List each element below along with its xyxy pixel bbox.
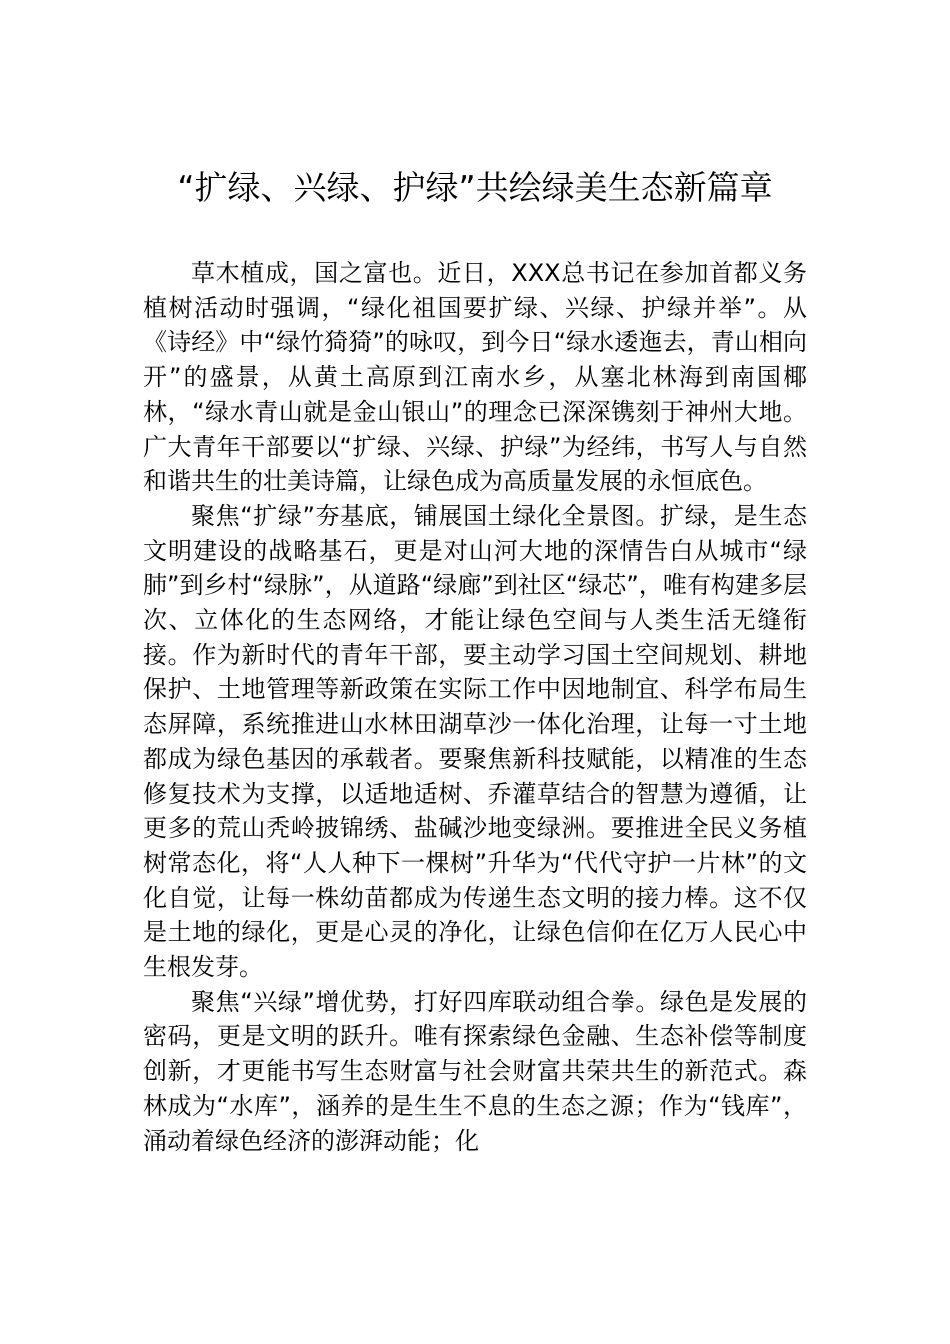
document-title: “扩绿、兴绿、护绿”共绘绿美生态新篇章 — [177, 168, 773, 207]
paragraph-expand-green: 聚焦“扩绿”夯基底，铺展国土绿化全景图。扩绿，是生态文明建设的战略基石，更是对山河大地的深情告白从城市“绿肺”到乡村“绿脉”，从道路“绿廊”到社区“绿芯”，唯有构建多层次、立体化的生态网络，才能让绿色空间与人类生活无缝衔接。作为新时代的青年干部，要主动学习国土空间规划、耕地保护、土地管理等新政策在实际工作中因地制宜、科学布局生态屏障，系统推进山水林田湖草沙一体化治理，让每一寸土地都成为绿色基因的承载者。要聚焦新科技赋能，以精准的生态修复技术为支撑，以适地适树、乔灌草结合的智慧为遵循，让更多的荒山秃岭披锦绣、盐碱沙地变绿洲。要推进全民义务植树常态化，将“人人种下一棵树”升华为“代代守护一片林”的文化自觉，让每一株幼苗都成为传递生态文明的接力棒。这不仅是土地的绿化，更是心灵的净化，让绿色信仰在亿万人民心中生根发芽。 — [143, 501, 807, 982]
document-body — [143, 256, 807, 1158]
paragraph-intro: 草木植成，国之富也。近日，XXX总书记在参加首都义务植树活动时强调，“绿化祖国要扩绿、兴绿、护绿并举”。从《诗经》中“绿竹猗猗”的咏叹，到今日“绿水逶迤去，青山相向开”的盛景，从黄土高原到江南水乡，从塞北林海到南国椰林，“绿水青山就是金山银山”的理念已深深镌刻于神州大地。广大青年干部要以“扩绿、兴绿、护绿”为经纬，书写人与自然和谐共生的壮美诗篇，让绿色成为高质量发展的永恒底色。 — [143, 259, 807, 496]
paragraph-develop-green: 聚焦“兴绿”增优势，打好四库联动组合拳。绿色是发展的密码，更是文明的跃升。唯有探索绿色金融、生态补偿等制度创新，才更能书写生态财富与社会财富共荣共生的新范式。森林成为“水库”，涵养的是生生不息的生态之源；作为“钱库”，涌动着绿色经济的澎湃动能；化 — [143, 987, 807, 1155]
